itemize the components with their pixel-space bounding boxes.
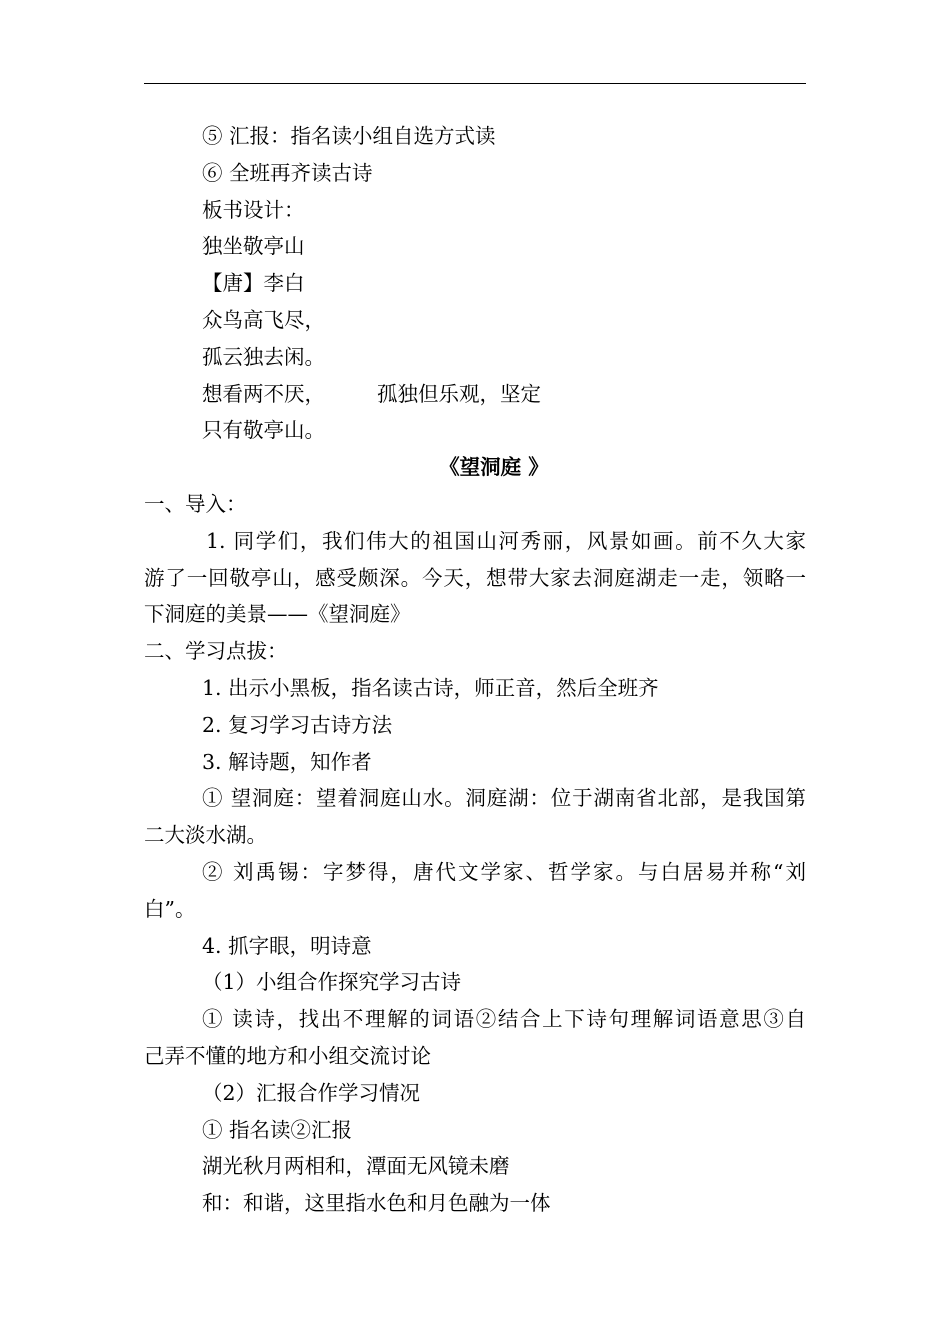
text-line: 下洞庭的美景——《望洞庭》 <box>144 602 411 627</box>
text-line: 游了一回敬亭山，感受颇深。今天，想带大家去洞庭湖走一走，领略一 <box>144 565 806 590</box>
text-line: （2）汇报合作学习情况 <box>202 1080 421 1105</box>
heading: 二、学习点拔： <box>144 639 288 664</box>
text-line: 板书设计： <box>202 197 305 222</box>
text-line: ⑤ 汇报：指名读小组自选方式读 <box>202 124 496 148</box>
text-line: 2. 复习学习古诗方法 <box>202 712 393 737</box>
text-line: 二大淡水湖。 <box>144 823 267 848</box>
text-line: 3. 解诗题，知作者 <box>202 749 372 774</box>
text-line: 1. 出示小黑板，指名读古诗，师正音，然后全班齐 <box>202 675 659 700</box>
text-line: 【唐】李白 <box>202 271 305 296</box>
heading: 一、导入： <box>144 491 247 516</box>
text-line: 4. 抓字眼，明诗意 <box>202 933 372 958</box>
text-line: 和：和谐，这里指水色和月色融为一体 <box>202 1191 551 1216</box>
text-line: 众鸟高飞尽， <box>202 307 325 332</box>
text-line: ① 读诗，找出不理解的词语②结合上下诗句理解词语意思③自 <box>202 1007 806 1032</box>
poem-line: 想看两不厌， <box>202 381 325 406</box>
section-title: 《望洞庭 》 <box>439 455 549 480</box>
text-line: 只有敬亭山。 <box>202 418 325 443</box>
text-line <box>144 376 806 413</box>
text-line: ② 刘禹锡：字梦得，唐代文学家、哲学家。与白居易并称“刘 <box>202 859 806 884</box>
text-line: ⑥ 全班再齐读古诗 <box>202 160 373 185</box>
board-note: 孤独但乐观，坚定 <box>377 381 541 406</box>
text-line: 白”。 <box>144 896 196 921</box>
text-line: 己弄不懂的地方和小组交流讨论 <box>144 1043 431 1068</box>
document-body <box>144 118 806 1222</box>
text-line: 1. 同学们，我们伟大的祖国山河秀丽，风景如画。前不久大家 <box>206 528 806 553</box>
text-line: 孤云独去闲。 <box>202 344 325 369</box>
text-line: ① 望洞庭：望着洞庭山水。洞庭湖：位于湖南省北部，是我国第 <box>202 786 806 811</box>
text-line: （1）小组合作探究学习古诗 <box>202 970 462 995</box>
header-rule <box>144 83 806 84</box>
text-line: 湖光秋月两相和，潭面无风镜未磨 <box>202 1154 510 1179</box>
text-line: 独坐敬亭山 <box>202 234 305 259</box>
text-line: ① 指名读②汇报 <box>202 1117 353 1142</box>
